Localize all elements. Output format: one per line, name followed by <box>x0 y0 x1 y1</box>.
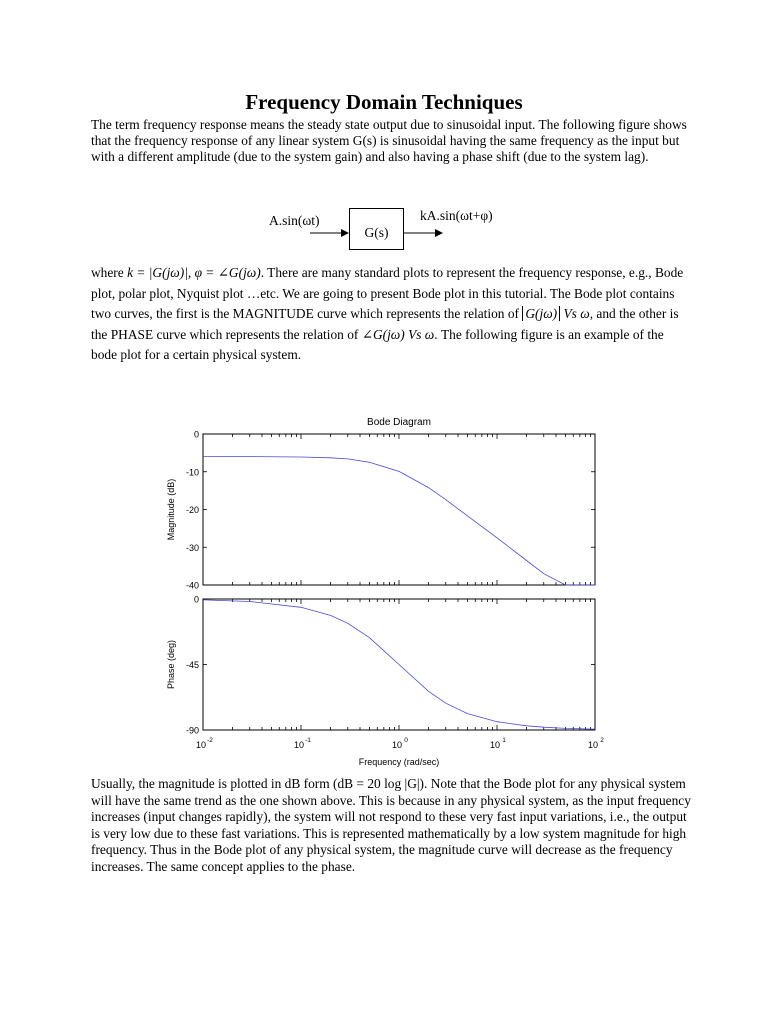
definition-text-3: . The following figure is an example of the bode plot for a certain physical system. <box>91 326 664 362</box>
phase-curve <box>203 600 595 729</box>
closing-paragraph: Usually, the magnitude is plotted in dB form (dB = 20 log |G|). Note that the Bode plot for any physical system will have the same trend as the one shown above. This is because in any physical system, as the input frequency increases (input changes rapidly), the system will not respond to these very fast input variations, i.e., the output is very low due to these fast variations. This is represented mathematically by a low system magnitude for high frequency. Thus in the Bode plot of any physical system, the magnitude curve will decrease as the frequency increases. The same concept applies to the phase. <box>91 776 691 874</box>
where-word: where <box>91 265 124 280</box>
magnitude-ytick-label: -30 <box>185 542 199 553</box>
system-block-label: G(s) <box>364 225 389 240</box>
definition-text-2: , and the other is the PHASE curve which represents the relation of <box>91 306 679 342</box>
magnitude-ytick-label: 0 <box>193 429 199 440</box>
xtick-label-exponent: 2 <box>600 737 604 744</box>
intro-paragraph: The term frequency response means the steady state output due to sinusoidal input. The following figure shows that the frequency response of any linear system G(s) is sinusoidal having the same frequency as the input but with a different amplitude (due to the system gain) and also having a phase shift (due to the system lag). <box>91 117 687 165</box>
k-definition: k = |G(jω)|, φ = ∠G(jω) <box>127 265 261 280</box>
xtick-label-base: 10 <box>391 740 403 750</box>
phase-expression: ∠G(jω) Vs ω <box>361 326 435 342</box>
definition-text-1: . There are many standard plots to represent the frequency response, e.g., Bode plot, polar plot, Nyquist plot …etc. We are going to present Bode plot in this tutorial. The Bode plot contains two curves, the first is the MAGNITUDE curve which represents the relation of <box>91 265 684 321</box>
xtick-label-base: 10 <box>587 740 599 750</box>
vs-omega-1: Vs ω <box>563 306 590 321</box>
phase-ytick-label: -90 <box>185 725 199 736</box>
input-signal-label: A.sin(ωt) <box>269 213 320 228</box>
xtick-label-exponent: 1 <box>502 737 506 744</box>
magnitude-ytick-label: -10 <box>185 467 199 478</box>
page-title: Frequency Domain Techniques <box>245 90 523 114</box>
xtick-label-base: 10 <box>195 740 207 750</box>
magnitude-ytick-label: -20 <box>185 505 199 515</box>
output-signal-label: kA.sin(ωt+φ) <box>420 208 493 223</box>
phase-ylabel: Phase (deg) <box>166 639 176 690</box>
xtick-label-exponent: 0 <box>404 737 408 744</box>
magnitude-expression: G(jω) <box>522 306 560 321</box>
chart-title: Bode Diagram <box>367 417 431 428</box>
magnitude-ytick-label: -40 <box>185 580 199 591</box>
magnitude-ylabel: Magnitude (dB) <box>166 478 176 541</box>
phase-ytick-label: -45 <box>185 660 199 670</box>
xtick-label-exponent: -2 <box>207 737 213 744</box>
chart-xlabel: Frequency (rad/sec) <box>358 757 440 767</box>
magnitude-curve <box>203 457 595 585</box>
phase-ytick-label: 0 <box>193 594 199 605</box>
xtick-label-base: 10 <box>489 740 501 750</box>
xtick-label-exponent: -1 <box>305 737 311 744</box>
xtick-label-base: 10 <box>293 740 305 750</box>
